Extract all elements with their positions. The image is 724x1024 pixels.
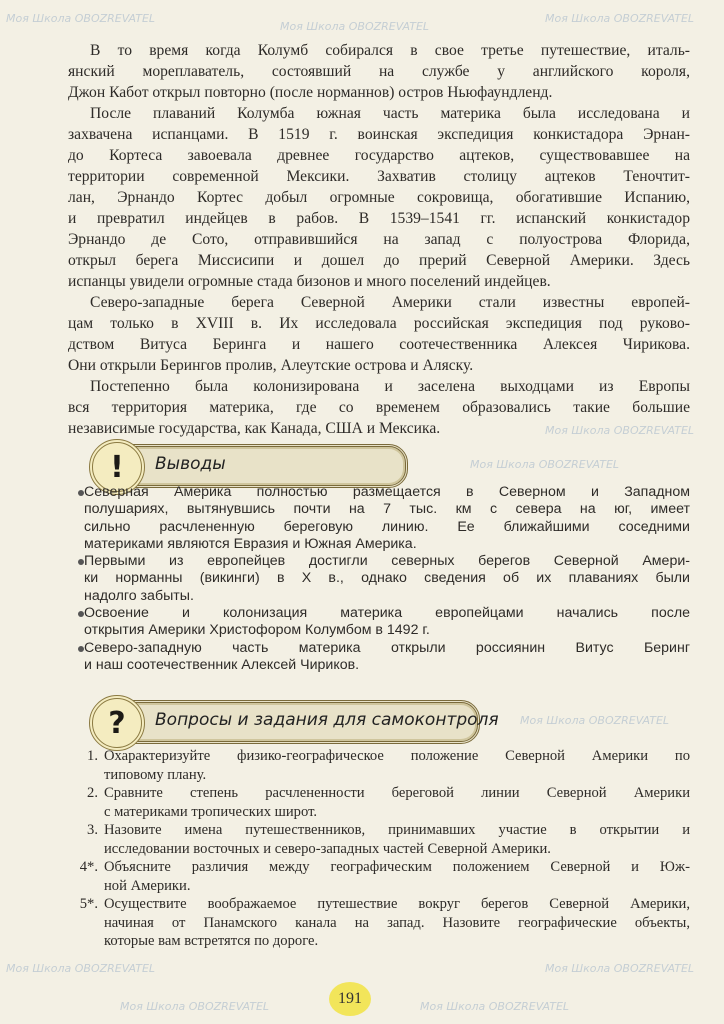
text-line: начиная от Панамского канала на запад. Назовите географические объекты, <box>104 914 690 931</box>
questions-banner <box>92 700 499 744</box>
text-line: Осуществите воображаемое путешествие вокруг берегов Северной Америки, <box>104 896 690 912</box>
text-line: Северо-западные берега Северной Америки стали известны европей- <box>90 294 690 311</box>
question-number: 3. <box>87 822 98 838</box>
text-line: и превратил индейцев в рабов. В 1539–1541 гг. испанский конкистадор <box>68 210 690 227</box>
text-line: янский мореплаватель, состоявший на службе у английского короля, <box>68 63 690 80</box>
text-line: территории современной Мексики. Захватив столицу ацтеков Теночтит- <box>68 168 690 185</box>
watermark: Моя Школа OBOZREVATEL <box>545 424 695 437</box>
question-item <box>76 895 690 951</box>
text-line: ки норманны (викинги) в X в., однако сведения об их плаваниях были <box>84 570 690 587</box>
text-line: В то время когда Колумб собирался в свое третье путешествие, италь- <box>90 42 690 59</box>
question-number: 1. <box>87 748 98 764</box>
question-text <box>104 895 690 951</box>
text-line: сильно расчлененную береговую линию. Ее ближайшими соседними <box>84 518 690 535</box>
question-text <box>104 821 690 858</box>
paragraph <box>68 376 690 439</box>
text-line: Эрнандо де Сото, отправившийся на запад с полуострова Флорида, <box>68 231 690 248</box>
text-line: которые вам встретятся по дороге. <box>104 933 319 949</box>
watermark: Моя Школа OBOZREVATEL <box>120 1000 270 1013</box>
text-line: дством Витуса Беринга и нашего соотечественника Алексея Чирикова. <box>68 336 690 353</box>
question-item <box>76 858 690 895</box>
watermark: Моя Школа OBOZREVATEL <box>280 20 430 33</box>
text-line: Северо-западную часть материка открыли россиянин Витус Беринг <box>84 639 690 656</box>
question-text <box>104 747 690 784</box>
text-line: Освоение и колонизация материка европейцами начались после <box>84 605 690 622</box>
conclusions-title: Выводы <box>155 454 226 474</box>
paragraph <box>68 292 690 376</box>
text-line: испанцы увидели огромные стада бизонов и много поселений индейцев. <box>68 273 551 290</box>
text-line: и наш соотечественник Алексей Чириков. <box>84 656 360 673</box>
exclamation-icon: ! <box>89 439 145 495</box>
text-line: открыл берега Миссисипи и дошел до прерий Северной Америки. Здесь <box>68 252 690 269</box>
paragraph <box>68 103 690 292</box>
watermark: Моя Школа OBOZREVATEL <box>420 1000 570 1013</box>
conclusion-item <box>84 605 690 640</box>
text-line: типовому плану. <box>104 766 207 783</box>
text-line: Джон Кабот открыл повторно (после норманнов) остров Ньюфаундленд. <box>68 84 553 101</box>
question-item <box>76 821 690 858</box>
paragraph <box>68 40 690 103</box>
watermark: Моя Школа OBOZREVATEL <box>6 12 156 25</box>
questions-list <box>76 747 690 951</box>
text-line: надолго забыты. <box>84 587 194 604</box>
text-line: Сравните степень расчлененности береговой линии Северной Америки <box>104 785 690 801</box>
text-line: с материками тропических широт. <box>104 803 318 820</box>
question-icon: ? <box>89 695 145 751</box>
questions-title: Вопросы и задания для самоконтроля <box>155 710 499 730</box>
watermark: Моя Школа OBOZREVATEL <box>470 458 620 471</box>
bullet-icon <box>78 646 84 652</box>
text-line: до Кортеса завоевала древнее государство ацтеков, существовавшее на <box>68 147 690 164</box>
watermark: Моя Школа OBOZREVATEL <box>545 12 695 25</box>
text-line: Объясните различия между географическим положением Северной и Юж- <box>104 859 690 875</box>
conclusion-item <box>84 640 690 675</box>
question-text <box>104 784 690 821</box>
conclusions-list <box>84 484 690 674</box>
conclusion-item <box>84 484 690 553</box>
watermark: Моя Школа OBOZREVATEL <box>520 714 670 727</box>
text-line: материками являются Евразия и Южная Америка. <box>84 535 417 552</box>
question-item <box>76 747 690 784</box>
text-line: полушариях, вытянувшись почти на 7 тыс. км с севера на юг, имеет <box>84 501 690 518</box>
question-number: 4*. <box>79 859 98 875</box>
watermark: Моя Школа OBOZREVATEL <box>6 962 156 975</box>
text-line: лан, Эрнандо Кортес добыл огромные сокровища, обогатившие Испанию, <box>68 189 690 206</box>
question-text <box>104 858 690 895</box>
page-number: 191 <box>329 982 371 1016</box>
text-line: Постепенно была колонизирована и заселена выходцами из Европы <box>90 378 690 395</box>
text-line: Назовите имена путешественников, принимавших участие в открытии и <box>104 822 690 838</box>
text-line: цам только в XVIII в. Их исследовала российская экспедиция под руково- <box>68 315 690 332</box>
watermark: Моя Школа OBOZREVATEL <box>545 962 695 975</box>
text-line: После плаваний Колумба южная часть материка была исследована и <box>90 105 690 122</box>
text-line: ной Америки. <box>104 877 191 894</box>
text-line: независимые государства, как Канада, США и Мексика. <box>68 420 441 437</box>
main-text <box>68 40 690 439</box>
text-line: Они открыли Берингов пролив, Алеутские острова и Аляску. <box>68 357 474 374</box>
question-number: 5*. <box>79 896 98 912</box>
text-line: захвачена испанцами. В 1519 г. воинская экспедиция конкистадора Эрнан- <box>68 126 690 143</box>
question-item <box>76 784 690 821</box>
question-number: 2. <box>87 785 98 801</box>
text-line: Первыми из европейцев достигли северных берегов Северной Амери- <box>84 553 690 570</box>
bullet-icon <box>78 490 84 496</box>
text-line: открытия Америки Христофором Колумбом в 1492 г. <box>84 622 430 639</box>
conclusions-banner <box>92 444 408 488</box>
conclusion-item <box>84 553 690 605</box>
text-line: вся территория материка, где со временем образовались такие большие <box>68 399 690 416</box>
text-line: исследовании восточных и северо-западных частей Северной Америки. <box>104 840 551 857</box>
text-line: Северная Америка полностью размещается в Северном и Западном <box>84 484 690 500</box>
text-line: Охарактеризуйте физико-географическое положение Северной Америки по <box>104 748 690 764</box>
